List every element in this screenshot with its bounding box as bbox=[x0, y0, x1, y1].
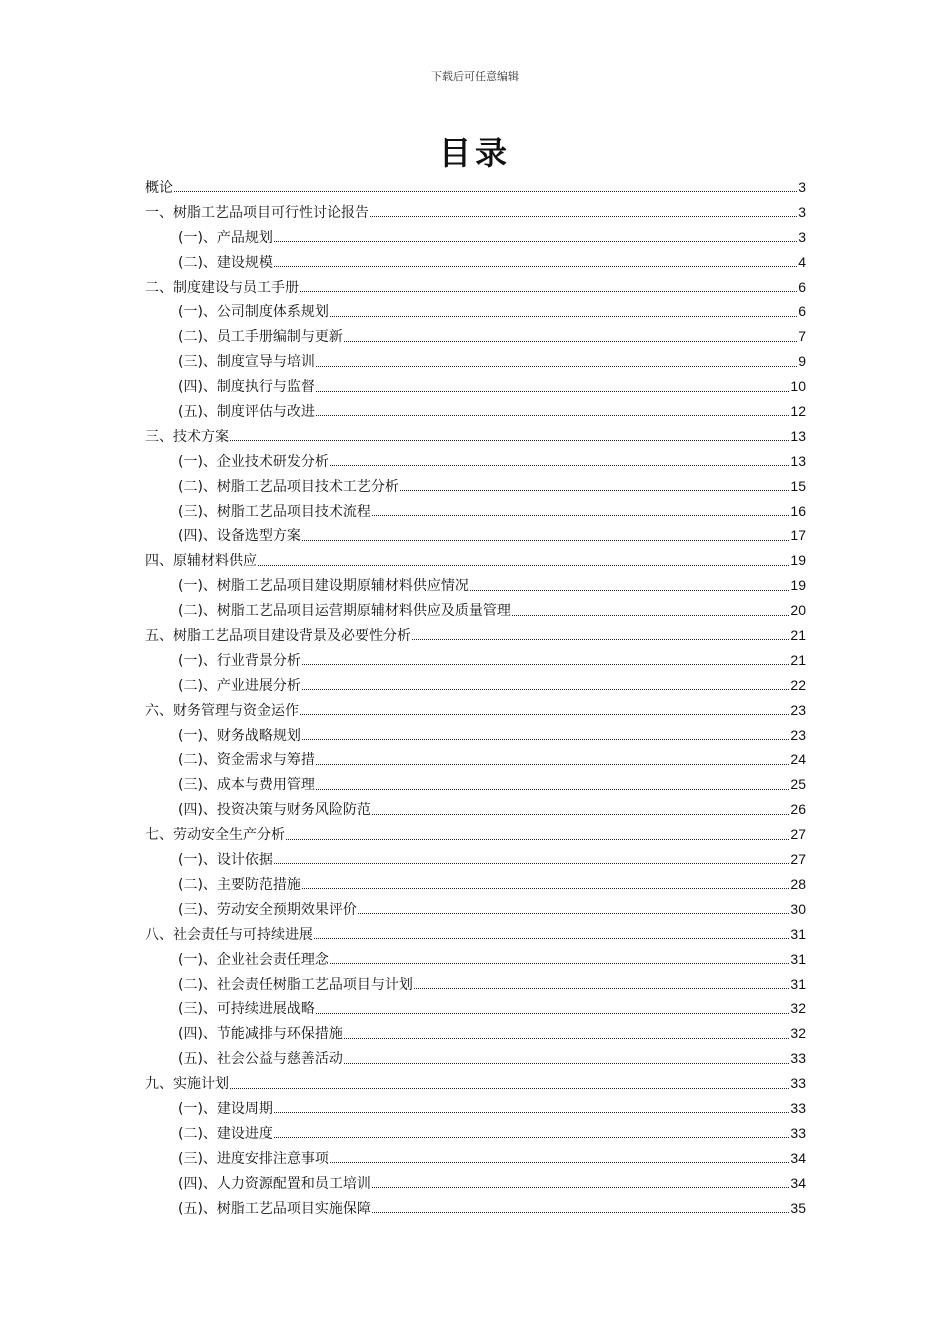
toc-page-number: 20 bbox=[790, 602, 806, 619]
toc-dot-leader bbox=[316, 789, 789, 790]
toc-page-number: 34 bbox=[790, 1174, 806, 1191]
toc-entry-label: (四)、人力资源配置和员工培训 bbox=[178, 1175, 371, 1192]
toc-dot-leader bbox=[274, 241, 797, 242]
toc-subentry[interactable] bbox=[145, 1021, 806, 1046]
toc-subentry[interactable] bbox=[145, 299, 806, 324]
toc-entry-label: (二)、产业进展分析 bbox=[178, 677, 301, 694]
toc-entry-label: (三)、树脂工艺品项目技术流程 bbox=[178, 503, 371, 520]
toc-dot-leader bbox=[344, 1038, 789, 1039]
toc-page-number: 31 bbox=[790, 950, 806, 967]
toc-subentry[interactable] bbox=[145, 872, 806, 897]
toc-dot-leader bbox=[316, 366, 797, 367]
toc-entry-label: (五)、社会公益与慈善活动 bbox=[178, 1051, 343, 1068]
toc-page-number: 7 bbox=[798, 328, 806, 345]
toc-entry[interactable] bbox=[145, 275, 806, 300]
toc-subentry[interactable] bbox=[145, 349, 806, 374]
toc-dot-leader bbox=[300, 291, 797, 292]
toc-dot-leader bbox=[316, 415, 789, 416]
toc-entry-label: 七、劳动安全生产分析 bbox=[145, 827, 285, 844]
toc-dot-leader bbox=[230, 440, 789, 441]
toc-entry-label: (二)、员工手册编制与更新 bbox=[178, 329, 343, 346]
toc-subentry[interactable] bbox=[145, 1096, 806, 1121]
toc-entry-label: (四)、设备选型方案 bbox=[178, 528, 301, 545]
toc-dot-leader bbox=[344, 341, 797, 342]
toc-dot-leader bbox=[330, 316, 797, 317]
toc-dot-leader bbox=[302, 689, 789, 690]
toc-subentry[interactable] bbox=[145, 897, 806, 922]
toc-subentry[interactable] bbox=[145, 648, 806, 673]
toc-entry-label: (一)、公司制度体系规划 bbox=[178, 304, 329, 321]
toc-subentry[interactable] bbox=[145, 324, 806, 349]
toc-entry-label: (一)、树脂工艺品项目建设期原辅材料供应情况 bbox=[178, 578, 469, 595]
table-of-contents bbox=[145, 175, 806, 1220]
toc-page-number: 33 bbox=[790, 1050, 806, 1067]
toc-page-number: 16 bbox=[790, 502, 806, 519]
page-title: 目录 bbox=[438, 134, 511, 172]
toc-entry-label: (一)、建设周期 bbox=[178, 1100, 273, 1117]
toc-subentry[interactable] bbox=[145, 1146, 806, 1171]
toc-dot-leader bbox=[414, 988, 789, 989]
toc-subentry[interactable] bbox=[145, 250, 806, 275]
toc-page-number: 3 bbox=[798, 203, 806, 220]
toc-entry-label: (四)、节能减排与环保措施 bbox=[178, 1026, 343, 1043]
toc-entry-label: 概论 bbox=[145, 180, 173, 196]
toc-entry-label: (二)、建设进度 bbox=[178, 1125, 273, 1142]
toc-entry[interactable] bbox=[145, 698, 806, 723]
toc-subentry[interactable] bbox=[145, 996, 806, 1021]
toc-dot-leader bbox=[358, 913, 789, 914]
toc-entry-label: (四)、制度执行与监督 bbox=[178, 379, 315, 396]
toc-entry-label: (五)、制度评估与改进 bbox=[178, 404, 315, 421]
toc-entry[interactable] bbox=[145, 623, 806, 648]
toc-dot-leader bbox=[372, 814, 789, 815]
toc-entry[interactable] bbox=[145, 548, 806, 573]
toc-page-number: 34 bbox=[790, 1149, 806, 1166]
toc-subentry[interactable] bbox=[145, 573, 806, 598]
toc-entry-label: (一)、行业背景分析 bbox=[178, 652, 301, 669]
toc-subentry[interactable] bbox=[145, 499, 806, 524]
toc-dot-leader bbox=[274, 863, 789, 864]
toc-subentry[interactable] bbox=[145, 399, 806, 424]
toc-subentry[interactable] bbox=[145, 225, 806, 250]
toc-dot-leader bbox=[300, 714, 789, 715]
toc-dot-leader bbox=[470, 590, 789, 591]
toc-dot-leader bbox=[412, 639, 789, 640]
toc-dot-leader bbox=[372, 1212, 789, 1213]
toc-dot-leader bbox=[316, 1013, 789, 1014]
toc-entry-label: (三)、可持续进展战略 bbox=[178, 1001, 315, 1018]
toc-subentry[interactable] bbox=[145, 474, 806, 499]
toc-page-number: 3 bbox=[798, 228, 806, 245]
toc-page-number: 33 bbox=[790, 1075, 806, 1092]
toc-page-number: 35 bbox=[790, 1199, 806, 1216]
toc-entry-label: (三)、劳动安全预期效果评价 bbox=[178, 901, 357, 918]
toc-entry-label: (二)、树脂工艺品项目技术工艺分析 bbox=[178, 478, 399, 495]
toc-entry-label: (二)、主要防范措施 bbox=[178, 876, 301, 893]
toc-page-number: 30 bbox=[790, 900, 806, 917]
toc-page-number: 15 bbox=[790, 477, 806, 494]
toc-page-number: 4 bbox=[798, 253, 806, 270]
toc-page-number: 3 bbox=[798, 179, 806, 195]
toc-page-number: 19 bbox=[790, 552, 806, 569]
toc-entry-label: (一)、企业社会责任理念 bbox=[178, 951, 329, 968]
toc-entry-label: (五)、树脂工艺品项目实施保障 bbox=[178, 1200, 371, 1217]
toc-page-number: 26 bbox=[790, 801, 806, 818]
toc-entry-label: (三)、进度安排注意事项 bbox=[178, 1150, 329, 1167]
toc-dot-leader bbox=[330, 1162, 789, 1163]
toc-dot-leader bbox=[314, 938, 789, 939]
toc-page-number: 27 bbox=[790, 851, 806, 868]
toc-entry-label: 二、制度建设与员工手册 bbox=[145, 279, 299, 296]
toc-page-number: 23 bbox=[790, 726, 806, 743]
toc-dot-leader bbox=[372, 1187, 789, 1188]
toc-subentry[interactable] bbox=[145, 723, 806, 748]
toc-entry-label: (二)、社会责任树脂工艺品项目与计划 bbox=[178, 976, 413, 993]
toc-entry-label: 一、树脂工艺品项目可行性讨论报告 bbox=[145, 204, 369, 221]
toc-dot-leader bbox=[274, 266, 797, 267]
toc-dot-leader bbox=[286, 839, 789, 840]
toc-dot-leader bbox=[400, 490, 789, 491]
toc-subentry[interactable] bbox=[145, 1171, 806, 1196]
toc-entry-label: (二)、建设规模 bbox=[178, 254, 273, 271]
toc-dot-leader bbox=[302, 540, 789, 541]
toc-dot-leader bbox=[302, 664, 789, 665]
toc-entry[interactable] bbox=[145, 922, 806, 947]
toc-dot-leader bbox=[302, 888, 789, 889]
toc-entry-label: (一)、设计依据 bbox=[178, 852, 273, 869]
toc-dot-leader bbox=[174, 191, 797, 192]
toc-page-number: 31 bbox=[790, 975, 806, 992]
toc-page-number: 27 bbox=[790, 826, 806, 843]
toc-page-number: 9 bbox=[798, 353, 806, 370]
toc-dot-leader bbox=[274, 1112, 789, 1113]
toc-entry-label: (四)、投资决策与财务风险防范 bbox=[178, 802, 371, 819]
toc-dot-leader bbox=[330, 465, 789, 466]
toc-subentry[interactable] bbox=[145, 1121, 806, 1146]
toc-entry-label: (二)、资金需求与筹措 bbox=[178, 752, 315, 769]
toc-page-number: 21 bbox=[790, 627, 806, 644]
toc-page-number: 33 bbox=[790, 1099, 806, 1116]
toc-subentry[interactable] bbox=[145, 523, 806, 548]
toc-dot-leader bbox=[370, 216, 797, 217]
toc-dot-leader bbox=[230, 1088, 789, 1089]
toc-entry[interactable] bbox=[145, 424, 806, 449]
toc-page-number: 28 bbox=[790, 875, 806, 892]
toc-entry-label: (一)、财务战略规划 bbox=[178, 727, 301, 744]
page-header: 下载后可任意编辑 bbox=[431, 70, 519, 83]
toc-page-number: 32 bbox=[790, 1025, 806, 1042]
toc-subentry[interactable] bbox=[145, 747, 806, 772]
toc-subentry[interactable] bbox=[145, 598, 806, 623]
toc-subentry[interactable] bbox=[145, 1046, 806, 1071]
toc-entry-label: 四、原辅材料供应 bbox=[145, 553, 257, 570]
toc-page-number: 33 bbox=[790, 1124, 806, 1141]
toc-entry-label: 五、树脂工艺品项目建设背景及必要性分析 bbox=[145, 628, 411, 645]
toc-subentry[interactable] bbox=[145, 772, 806, 797]
toc-page-number: 12 bbox=[790, 403, 806, 420]
toc-subentry[interactable] bbox=[145, 449, 806, 474]
toc-page-number: 32 bbox=[790, 1000, 806, 1017]
toc-subentry[interactable] bbox=[145, 847, 806, 872]
toc-page-number: 17 bbox=[790, 527, 806, 544]
toc-entry[interactable] bbox=[145, 175, 806, 200]
toc-subentry[interactable] bbox=[145, 947, 806, 972]
toc-entry-label: (三)、成本与费用管理 bbox=[178, 777, 315, 794]
toc-page-number: 13 bbox=[790, 452, 806, 469]
toc-page-number: 21 bbox=[790, 651, 806, 668]
toc-entry-label: (三)、制度宣导与培训 bbox=[178, 354, 315, 371]
toc-dot-leader bbox=[330, 963, 789, 964]
toc-page-number: 19 bbox=[790, 577, 806, 594]
toc-entry[interactable] bbox=[145, 822, 806, 847]
toc-dot-leader bbox=[316, 764, 789, 765]
toc-page-number: 10 bbox=[790, 378, 806, 395]
toc-page-number: 31 bbox=[790, 925, 806, 942]
toc-subentry[interactable] bbox=[145, 1196, 806, 1221]
toc-page-number: 13 bbox=[790, 427, 806, 444]
toc-page-number: 6 bbox=[798, 278, 806, 295]
toc-dot-leader bbox=[372, 515, 789, 516]
toc-entry-label: (一)、企业技术研发分析 bbox=[178, 453, 329, 470]
toc-subentry[interactable] bbox=[145, 797, 806, 822]
toc-dot-leader bbox=[344, 1063, 789, 1064]
toc-page-number: 23 bbox=[790, 701, 806, 718]
toc-dot-leader bbox=[316, 391, 789, 392]
toc-page-number: 25 bbox=[790, 776, 806, 793]
toc-page-number: 6 bbox=[798, 303, 806, 320]
toc-entry-label: 三、技术方案 bbox=[145, 428, 229, 445]
toc-entry-label: (二)、树脂工艺品项目运营期原辅材料供应及质量管理 bbox=[178, 603, 511, 620]
toc-subentry[interactable] bbox=[145, 673, 806, 698]
toc-entry-label: 九、实施计划 bbox=[145, 1076, 229, 1093]
toc-dot-leader bbox=[302, 739, 789, 740]
toc-entry[interactable] bbox=[145, 200, 806, 225]
toc-page-number: 24 bbox=[790, 751, 806, 768]
toc-subentry[interactable] bbox=[145, 374, 806, 399]
toc-entry-label: 八、社会责任与可持续进展 bbox=[145, 926, 313, 943]
toc-page-number: 22 bbox=[790, 676, 806, 693]
toc-entry-label: 六、财务管理与资金运作 bbox=[145, 702, 299, 719]
toc-entry[interactable] bbox=[145, 1071, 806, 1096]
toc-dot-leader bbox=[258, 565, 789, 566]
toc-dot-leader bbox=[274, 1137, 789, 1138]
toc-entry-label: (一)、产品规划 bbox=[178, 229, 273, 246]
toc-subentry[interactable] bbox=[145, 972, 806, 997]
toc-dot-leader bbox=[512, 615, 789, 616]
